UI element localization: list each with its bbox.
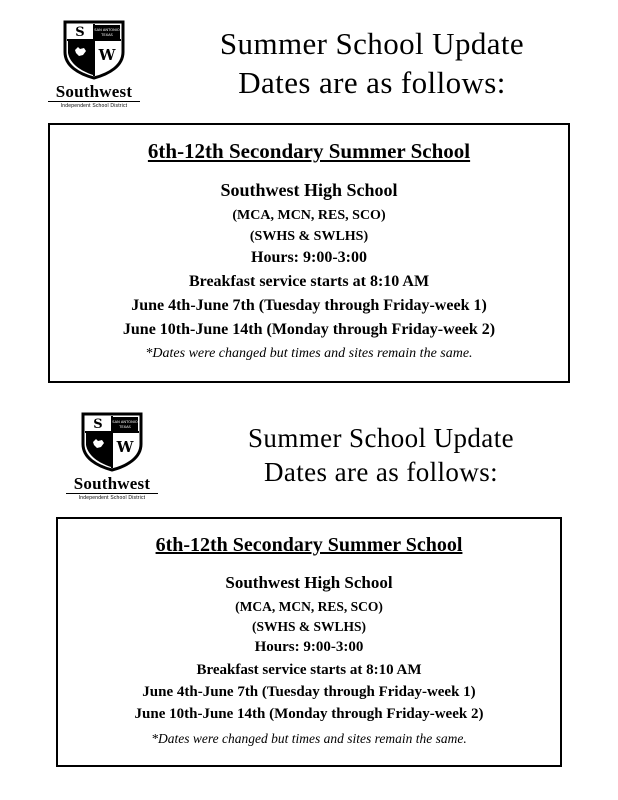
info-line: (MCA, MCN, RES, SCO) [232, 207, 386, 223]
info-line: June 10th-June 14th (Monday through Friday-week 2) [122, 320, 496, 338]
svg-text:SAN ANTONIO: SAN ANTONIO [94, 28, 120, 32]
svg-text:W: W [98, 46, 116, 64]
info-line: Hours: 9:00-3:00 [251, 249, 367, 267]
page-subtitle: Dates are as follows: [238, 64, 506, 100]
flyer-title-block [154, 25, 598, 103]
logo-tagline: Independent School District [48, 101, 140, 109]
info-line: Breakfast service starts at 8:10 AM [188, 273, 430, 291]
flyer-header [0, 410, 618, 501]
info-line: June 4th-June 7th (Tuesday through Friday-week 1) [131, 296, 487, 314]
flyer-top [0, 18, 618, 383]
southwest-isd-logo [60, 410, 164, 501]
info-line: Southwest High School [220, 180, 398, 201]
svg-text:S: S [75, 25, 85, 40]
info-box [56, 517, 562, 767]
svg-text:TEXAS: TEXAS [101, 33, 113, 37]
flyer-header [0, 18, 618, 109]
southwest-isd-logo [42, 18, 146, 109]
info-note: *Dates were changed but times and sites remain the same. [151, 730, 467, 746]
logo-wordmark: Southwest [55, 82, 133, 101]
info-line: (SWHS & SWLHS) [249, 228, 369, 244]
flyer-bottom [0, 410, 618, 767]
info-box-heading: 6th-12th Secondary Summer School [147, 139, 471, 163]
svg-text:W: W [116, 438, 134, 456]
shield-icon [61, 18, 127, 80]
svg-text:TEXAS: TEXAS [119, 425, 131, 429]
info-line: (MCA, MCN, RES, SCO) [235, 599, 383, 615]
shield-icon [79, 410, 145, 472]
info-line: June 4th-June 7th (Tuesday through Friday-week 1) [142, 684, 476, 701]
info-line: Breakfast service starts at 8:10 AM [196, 661, 422, 678]
page-subtitle: Dates are as follows: [263, 456, 499, 487]
info-line: June 10th-June 14th (Monday through Friday-week 2) [134, 706, 484, 723]
page-title: Summer School Update [248, 422, 514, 453]
flyer-title-block [172, 422, 598, 490]
logo-tagline: Independent School District [66, 493, 158, 501]
info-box-heading: 6th-12th Secondary Summer School [155, 534, 463, 556]
info-note: *Dates were changed but times and sites remain the same. [145, 346, 473, 362]
info-line: (SWHS & SWLHS) [251, 619, 367, 635]
svg-text:SAN ANTONIO: SAN ANTONIO [112, 420, 138, 424]
info-box [48, 123, 570, 383]
info-line: Southwest High School [225, 573, 393, 592]
info-line: Hours: 9:00-3:00 [254, 639, 364, 656]
page-title: Summer School Update [219, 25, 525, 61]
svg-text:S: S [93, 417, 103, 432]
logo-wordmark: Southwest [73, 474, 151, 493]
